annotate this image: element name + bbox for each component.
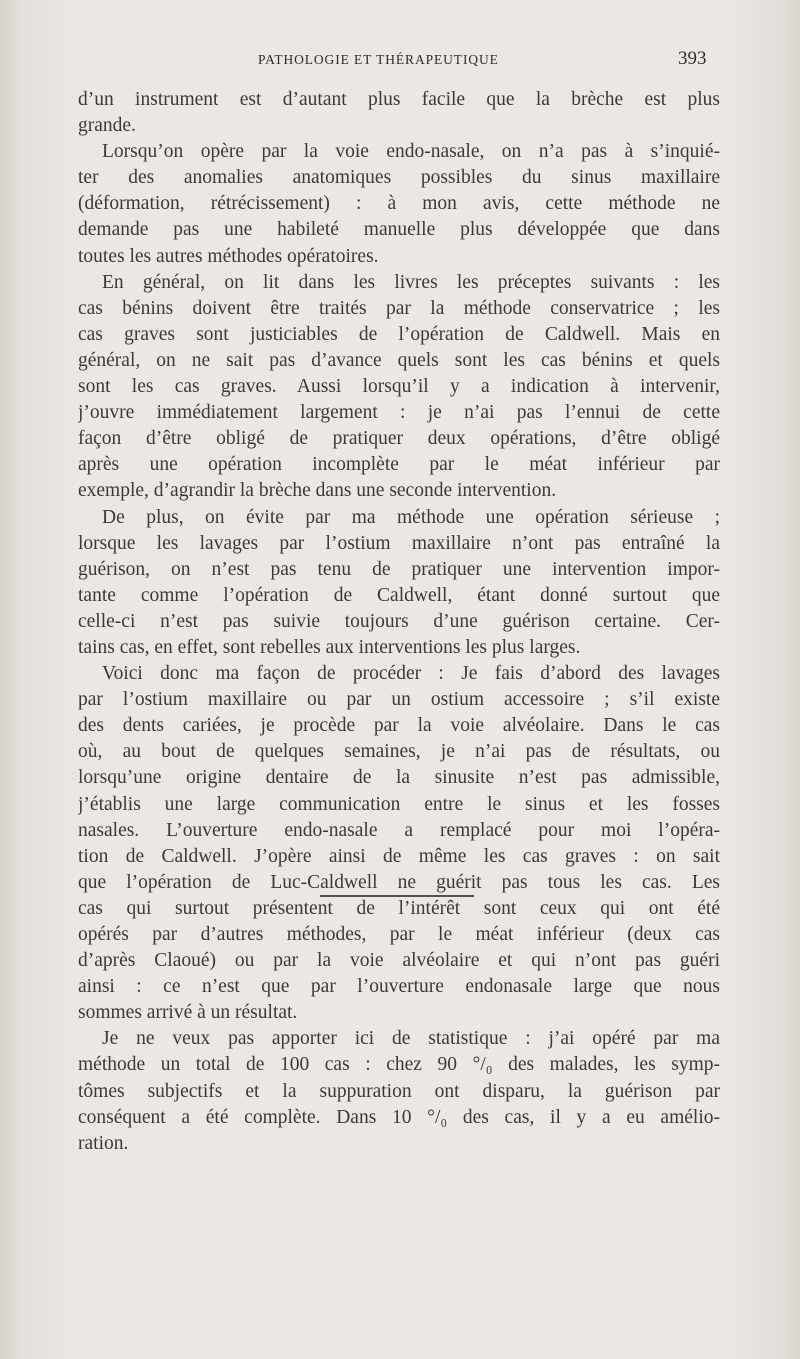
text-line: conséquent a été complète. Dans 10 °/₀ des cas, il y a eu amélio- <box>78 1106 720 1128</box>
text-line: (déformation, rétrécissement) : à mon avis, cette méthode ne <box>78 193 720 215</box>
text-line: ration. <box>78 1132 129 1154</box>
page-number: 393 <box>678 48 707 69</box>
text-line: exemple, d’agrandir la brèche dans une seconde intervention. <box>78 480 557 502</box>
text-line: des dents cariées, je procède par la voie alvéolaire. Dans le cas <box>78 715 720 737</box>
text-line: De plus, on évite par ma méthode une opération sérieuse ; <box>102 506 720 528</box>
text-line: ainsi : ce n’est que par l’ouverture endonasale large que nous <box>78 976 720 998</box>
text-line: j’ouvre immédiatement largement : je n’ai pas l’ennui de cette <box>78 402 720 424</box>
text-line: celle-ci n’est pas suivie toujours d’une guérison certaine. Cer- <box>78 610 720 632</box>
text-line: En général, on lit dans les livres les préceptes suivants : les <box>102 271 720 293</box>
text-line: Voici donc ma façon de procéder : Je fais d’abord des lavages <box>102 663 720 685</box>
text-line: d’un instrument est d’autant plus facile que la brèche est plus <box>78 89 720 110</box>
text-line: sont les cas graves. Aussi lorsqu’il y a indication à intervenir, <box>78 376 720 398</box>
text-line: nasales. L’ouverture endo-nasale a remplacé pour moi l’opéra- <box>78 819 720 841</box>
running-head <box>0 48 800 72</box>
text-line: Lorsqu’on opère par la voie endo-nasale, on n’a pas à s’inquié- <box>102 141 720 163</box>
text-line: cas graves sont justiciables de l’opération de Caldwell. Mais en <box>78 323 720 345</box>
text-line: grande. <box>78 115 136 137</box>
text-line: façon d’être obligé de pratiquer deux opérations, d’être obligé <box>78 428 720 450</box>
text-line: guérison, on n’est pas tenu de pratiquer une intervention impor- <box>78 558 720 580</box>
text-line: sommes arrivé à un résultat. <box>78 1002 298 1024</box>
text-line: Je ne veux pas apporter ici de statistique : j’ai opéré par ma <box>102 1028 720 1050</box>
text-line: lorsque les lavages par l’ostium maxillaire n’ont pas entraîné la <box>78 532 720 554</box>
text-line: toutes les autres méthodes opératoires. <box>78 245 379 267</box>
text-line: méthode un total de 100 cas : chez 90 °/₀ des malades, les symp- <box>78 1054 720 1076</box>
text-line: que l’opération de Luc-Caldwell ne guérit pas tous les cas. Les <box>78 871 720 893</box>
text-line: d’après Claoué) ou par la voie alvéolaire et qui n’ont pas guéri <box>78 950 720 972</box>
text-line: après une opération incomplète par le méat inférieur par <box>78 454 720 476</box>
text-line: tante comme l’opération de Caldwell, étant donné surtout que <box>78 584 720 606</box>
text-line: tion de Caldwell. J’opère ainsi de même les cas graves : on sait <box>78 845 720 867</box>
text-line: par l’ostium maxillaire ou par un ostium accessoire ; s’il existe <box>78 689 720 711</box>
text-line: ter des anomalies anatomiques possibles du sinus maxillaire <box>78 167 720 189</box>
text-line: cas qui surtout présentent de l’intérêt sont ceux qui ont été <box>78 897 720 919</box>
section-end-rule <box>320 895 474 897</box>
body-text <box>78 87 720 1157</box>
text-line: tains cas, en effet, sont rebelles aux interventions les plus larges. <box>78 636 581 658</box>
text-line: général, on ne sait pas d’avance quels sont les cas bénins et quels <box>78 349 720 371</box>
text-line: cas bénins doivent être traités par la méthode conservatrice ; les <box>78 297 720 319</box>
text-line: demande pas une habileté manuelle plus développée que dans <box>78 219 720 241</box>
text-line: j’établis une large communication entre le sinus et les fosses <box>78 793 720 815</box>
text-line: opérés par d’autres méthodes, par le méat inférieur (deux cas <box>78 924 720 945</box>
running-title: PATHOLOGIE ET THÉRAPEUTIQUE <box>258 52 499 67</box>
text-line: où, au bout de quelques semaines, je n’ai pas de résultats, ou <box>78 741 720 763</box>
text-line: lorsqu’une origine dentaire de la sinusite n’est pas admissible, <box>78 767 720 789</box>
text-line: tômes subjectifs et la suppuration ont disparu, la guérison par <box>78 1080 720 1102</box>
